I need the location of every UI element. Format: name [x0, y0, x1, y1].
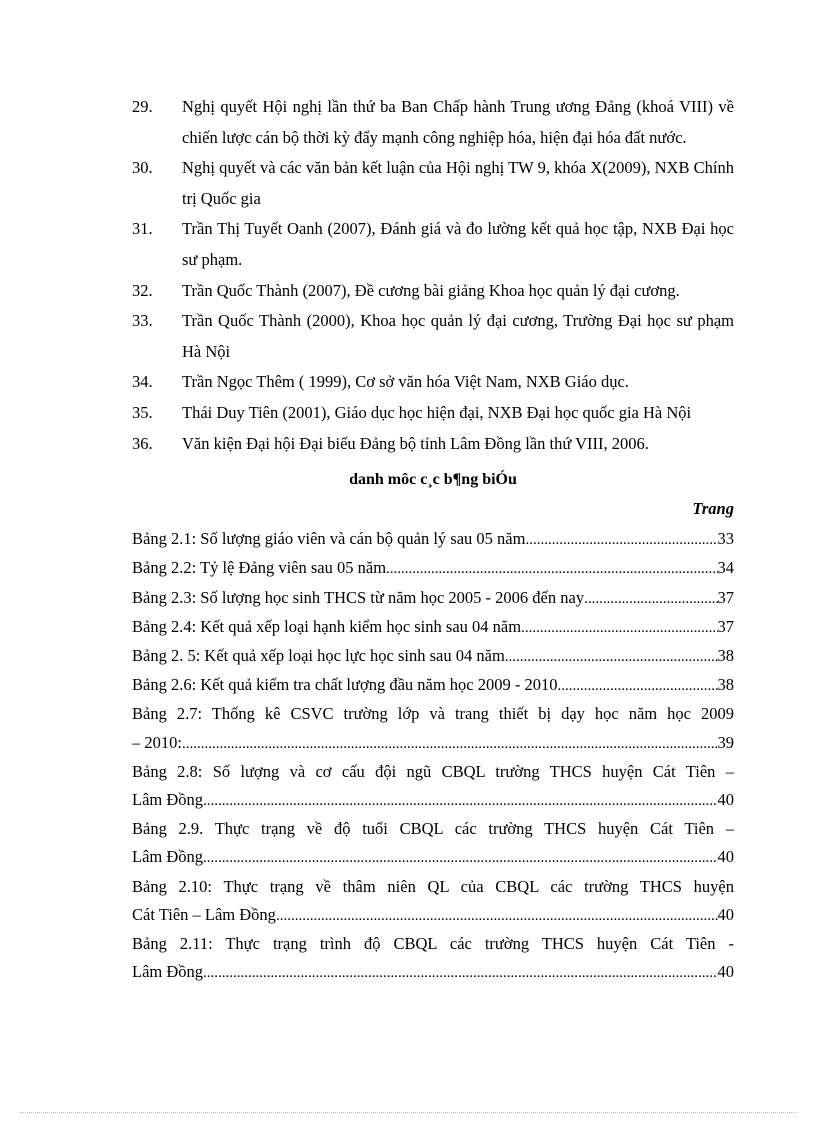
reference-text: Nghị quyết và các văn bản kết luận của Hội nghị TW 9, khóa X(2009), NXB Chính trị Quốc gia [182, 158, 734, 208]
toc-entry-title-cont: Lâm Đồng [132, 847, 204, 867]
reference-text: Nghị quyết Hội nghị lần thứ ba Ban Chấp hành Trung ương Đảng (khoá VIII) về chiến lược cán bộ thời kỳ đẩy mạnh công nghiệp hóa, hiện đại hóa đất nước. [182, 97, 734, 147]
reference-item [132, 153, 734, 214]
reference-item [132, 92, 734, 153]
toc-entry-title: Bảng 2.3: Số lượng học sinh THCS từ năm học 2005 - 2006 đến nay [132, 587, 585, 607]
toc-entry-page: 40 [717, 847, 734, 867]
toc-entry-page: 34 [717, 558, 734, 578]
toc-entry-title: Bảng 2.9. Thực trạng về độ tuổi CBQL các trường THCS huyện Cát Tiên – [132, 819, 734, 839]
toc-entry-title: Bảng 2. 5: Kết quả xếp loại học lực học sinh sau 04 năm [132, 645, 505, 665]
toc-entry[interactable] [132, 700, 734, 757]
reference-number: 36. [132, 433, 153, 453]
toc-entry-title: Bảng 2.6: Kết quả kiểm tra chất lượng đầu năm học 2009 - 2010 [132, 675, 558, 695]
reference-number: 30. [132, 158, 153, 178]
toc-entry-title: Bảng 2.2: Tỷ lệ Đảng viên sau 05 năm [132, 558, 387, 578]
reference-number: 29. [132, 97, 153, 116]
reference-item [132, 429, 734, 460]
toc-entry-title-cont: Cát Tiên – Lâm Đồng [132, 904, 276, 924]
reference-item [132, 367, 734, 398]
toc-entry-title: Bảng 2.10: Thực trạng về thâm niên QL của CBQL các trường THCS huyện [132, 876, 734, 896]
toc-entry-title-cont: – 2010: [132, 732, 182, 752]
reference-text: Trần Quốc Thành (2007), Đề cương bài giảng Khoa học quản lý đại cương. [182, 280, 680, 300]
toc-entry[interactable] [132, 671, 734, 700]
toc-entry-title-cont: Lâm Đồng [132, 789, 204, 809]
reference-item [132, 306, 734, 367]
toc-entry-title: Bảng 2.1: Số lượng giáo viên và cán bộ quản lý sau 05 năm [132, 529, 526, 549]
reference-number: 35. [132, 402, 153, 422]
reference-number: 33. [132, 311, 153, 331]
toc-entry-page: 37 [717, 587, 734, 607]
toc-entry-title: Bảng 2.4: Kết quả xếp loại hạnh kiểm học sinh sau 04 năm [132, 616, 522, 636]
toc-entry-page: 40 [717, 789, 734, 809]
toc-entry[interactable] [132, 525, 734, 554]
reference-text: Trần Quốc Thành (2000), Khoa học quản lý đại cương, Trường Đại học sư phạm Hà Nội [182, 311, 734, 361]
toc-entry-title: Bảng 2.11: Thực trạng trình độ CBQL các trường THCS huyện Cát Tiên - [132, 933, 734, 953]
toc-entry[interactable] [132, 642, 734, 671]
toc-entry-title: Bảng 2.7: Thống kê CSVC trường lớp và trang thiết bị dạy học năm học 2009 [132, 704, 734, 724]
toc-entry-page: 38 [717, 675, 734, 695]
toc-entry[interactable] [132, 758, 734, 815]
toc-page-label: Trang [692, 499, 734, 519]
toc-entry[interactable] [132, 613, 734, 642]
reference-number: 32. [132, 280, 153, 300]
toc-entry[interactable] [132, 930, 734, 987]
reference-text: Văn kiện Đại hội Đại biểu Đảng bộ tỉnh Lâm Đồng lần thứ VIII, 2006. [182, 433, 649, 453]
toc-entry[interactable] [132, 815, 734, 872]
toc-entry-page: 39 [717, 732, 734, 752]
toc-entry-title: Bảng 2.8: Số lượng và cơ cấu đội ngũ CBQL trường THCS huyện Cát Tiên – [132, 761, 734, 781]
reference-list [132, 92, 734, 459]
toc-entry-page: 37 [717, 616, 734, 636]
reference-text: Thái Duy Tiên (2001), Giáo dục học hiện đại, NXB Đại học quốc gia Hà Nội [182, 402, 692, 422]
reference-number: 31. [132, 219, 153, 239]
toc-entry-page: 40 [717, 962, 734, 982]
toc-entry-page: 38 [717, 645, 734, 665]
toc-entry-page: 40 [717, 904, 734, 924]
toc-entry-title-cont: Lâm Đồng [132, 962, 204, 982]
toc-entry[interactable] [132, 554, 734, 583]
reference-text: Trần Ngọc Thêm ( 1999), Cơ sở văn hóa Việt Nam, NXB Giáo dục. [182, 372, 629, 392]
toc-entry-page: 33 [717, 529, 734, 549]
toc-heading: danh môc c¸c b¶ng biÓu [349, 471, 517, 489]
toc-entry[interactable] [132, 873, 734, 930]
reference-item [132, 214, 734, 275]
toc-entry[interactable] [132, 584, 734, 613]
reference-item [132, 398, 734, 429]
page-bottom-divider [20, 1112, 796, 1113]
toc-list [132, 525, 734, 987]
reference-text: Trần Thị Tuyết Oanh (2007), Đánh giá và đo lường kết quả học tập, NXB Đại học sư phạm. [182, 219, 734, 269]
reference-number: 34. [132, 372, 153, 392]
document-page [132, 92, 734, 987]
reference-item [132, 276, 734, 307]
